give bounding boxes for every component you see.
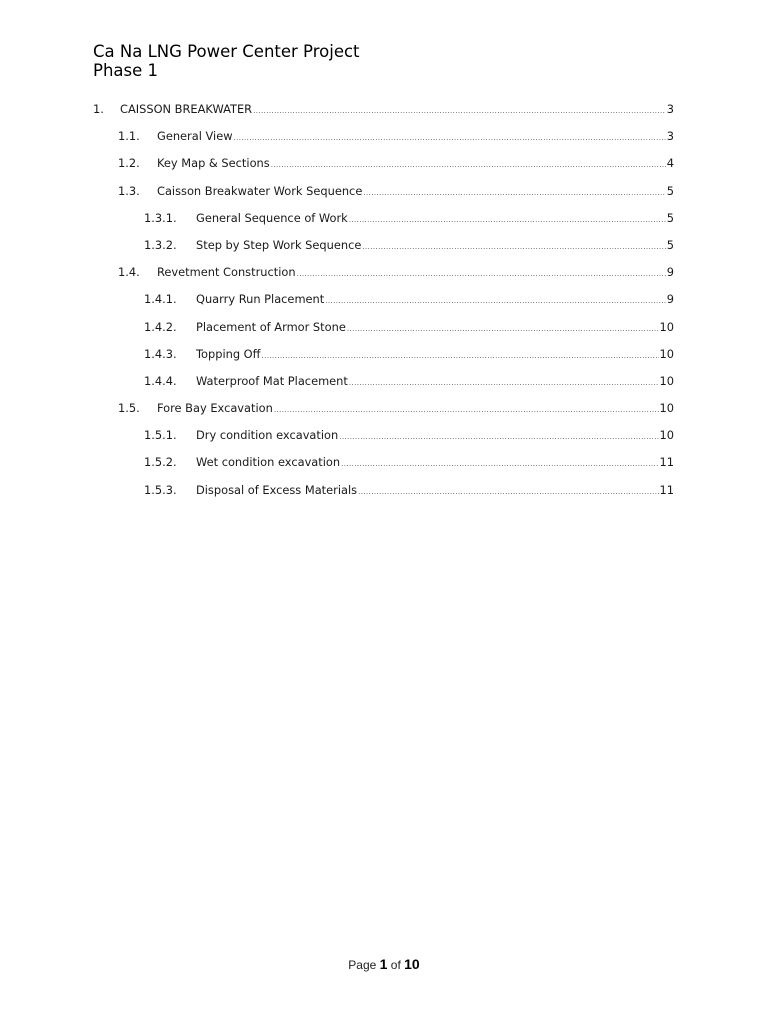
toc-entry-page-number: 11 [659,482,674,497]
toc-entry-number: 1.4.1. [144,292,177,307]
toc-dot-leader [347,325,659,333]
toc-entry-title: CAISSON BREAKWATER [120,102,253,116]
toc-entry-number: 1.4.4. [144,373,177,388]
document-title [93,42,360,80]
toc-entry[interactable] [93,374,674,401]
toc-entry-page-number: 10 [659,401,674,416]
toc-entry-number: 1.5.2. [144,455,177,470]
toc-entry-number: 1.5.1. [144,428,177,443]
toc-entry-title: Placement of Armor Stone [196,319,346,334]
toc-entry-page-number: 3 [666,102,674,116]
toc-entry-number: 1.3. [118,183,140,198]
toc-entry-page-number: 11 [659,455,674,470]
toc-dot-leader [253,107,666,115]
toc-dot-leader [362,243,665,251]
toc-entry-title: Step by Step Work Sequence [196,237,362,252]
toc-dot-leader [358,488,658,496]
toc-entry-title: General View [157,129,233,144]
of-word: of [390,958,401,972]
toc-entry-number: 1.4. [118,265,140,280]
toc-entry-title: Fore Bay Excavation [157,401,273,416]
toc-entry[interactable] [93,347,674,374]
total-pages-number: 10 [404,956,420,972]
current-page-number: 1 [379,956,388,972]
toc-entry-page-number: 10 [659,428,674,443]
toc-entry-number: 1.1. [118,129,140,144]
toc-dot-leader [363,189,665,197]
toc-entry[interactable] [93,292,674,319]
toc-entry-page-number: 9 [666,265,674,280]
toc-entry-number: 1.3.2. [144,237,177,252]
toc-entry[interactable] [93,483,674,510]
toc-entry-title: Topping Off [196,346,261,361]
toc-dot-leader [234,134,666,142]
toc-dot-leader [341,460,658,468]
toc-entry-title: Caisson Breakwater Work Sequence [157,183,363,198]
toc-entry-number: 1.2. [118,156,140,171]
toc-entry-title: Revetment Construction [157,265,296,280]
toc-dot-leader [339,433,658,441]
toc-entry-number: 1.4.3. [144,346,177,361]
toc-entry[interactable] [93,129,674,156]
toc-entry-title: General Sequence of Work [196,210,348,225]
toc-entry-page-number: 5 [666,183,674,198]
toc-dot-leader [274,406,659,414]
toc-entry-number: 1.4.2. [144,319,177,334]
toc-entry[interactable] [93,455,674,482]
toc-entry-page-number: 10 [659,346,674,361]
toc-entry-title: Quarry Run Placement [196,292,325,307]
toc-dot-leader [349,379,659,387]
toc-entry[interactable] [93,102,674,129]
toc-entry-number: 1.5. [118,401,140,416]
toc-entry[interactable] [93,211,674,238]
toc-entry[interactable] [93,184,674,211]
toc-dot-leader [271,161,666,169]
toc-entry-number: 1. [93,102,104,116]
toc-entry[interactable] [93,156,674,183]
toc-entry[interactable] [93,265,674,292]
title-line-2: Phase 1 [93,61,159,80]
toc-entry-title: Wet condition excavation [196,455,341,470]
page-footer [0,956,768,972]
toc-entry[interactable] [93,428,674,455]
table-of-contents [93,102,674,510]
title-line-1: Ca Na LNG Power Center Project [93,42,360,61]
toc-entry-title: Disposal of Excess Materials [196,482,358,497]
toc-dot-leader [349,216,666,224]
toc-entry-number: 1.3.1. [144,210,177,225]
toc-entry-page-number: 3 [666,129,674,144]
toc-entry-page-number: 10 [659,373,674,388]
toc-entry-page-number: 5 [666,210,674,225]
toc-dot-leader [325,297,666,305]
toc-entry-title: Dry condition excavation [196,428,339,443]
toc-entry-page-number: 4 [666,156,674,171]
toc-entry-page-number: 9 [666,292,674,307]
toc-dot-leader [262,352,659,360]
toc-entry[interactable] [93,238,674,265]
toc-entry-number: 1.5.3. [144,482,177,497]
toc-entry-page-number: 5 [666,237,674,252]
toc-entry[interactable] [93,401,674,428]
toc-entry-title: Key Map & Sections [157,156,270,171]
toc-dot-leader [297,270,666,278]
page-word: Page [348,958,377,972]
toc-entry-title: Waterproof Mat Placement [196,373,348,388]
toc-entry[interactable] [93,320,674,347]
toc-entry-page-number: 10 [659,319,674,334]
